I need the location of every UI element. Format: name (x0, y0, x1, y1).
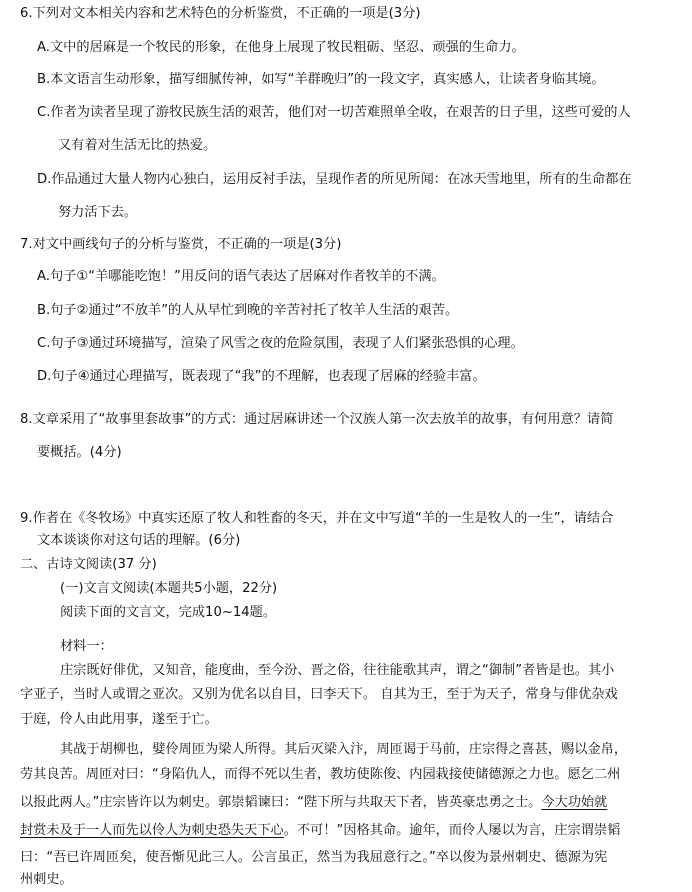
q8-line2: 要概括。(4分) (37, 445, 122, 460)
underlined-sentence-start: 今大功始就 (541, 795, 608, 810)
passage-line-5: 劳其良苦。周匝对曰：“身陷仇人，而得不死以生者，教坊使陈俊、内园栽接使储德源之力也。愿乞二州 (20, 767, 621, 782)
q6-option-a: A.文中的居麻是一个牧民的形象，在他身上展现了牧民粗砺、坚忍、顽强的生命力。 (37, 40, 525, 55)
subsection-title: (一)文言文阅读(本题共5小题，22分) (60, 581, 278, 596)
material-label: 材料一： (60, 639, 113, 654)
passage-line-7 (20, 821, 620, 841)
section-title: 二、古诗文阅读(37 分) (20, 557, 157, 572)
passage-line-2: 字亚子，当时人或谓之亚次。又别为优名以自目，曰李天下。 自其为王，至于为天子，常身与俳优杂戏 (20, 687, 618, 702)
passage-line-4: 其战于胡柳也，嬖伶周匝为梁人所得。其后灭梁入汴，周匝谒于马前，庄宗得之喜甚，赐以金帛， (60, 742, 628, 757)
q7-option-c: C.句子③通过环境描写，渲染了风雪之夜的危险氛围，表现了人们紧张恐惧的心理。 (37, 336, 524, 351)
q6-option-c-line1: C.作者为读者呈现了游牧民族生活的艰苦，他们对一切苦难照单全收，在艰苦的日子里，这些可爱的人 (37, 105, 631, 120)
passage-line-1: 庄宗既好俳优，又知音，能度曲，至今汾、晋之俗，往往能歌其声，谓之“御制”者皆是也。其小 (60, 663, 615, 678)
passage-line-9: 州刺史。 (20, 872, 73, 887)
passage-line-6 (20, 793, 607, 813)
q6-option-d-line1: D.作品通过大量人物内心独白，运用反衬手法，呈现作者的所见所闻：在冰天雪地里，所有的生命都在 (37, 172, 632, 187)
q6-stem: 6.下列对文本相关内容和艺术特色的分析鉴赏，不正确的一项是(3分) (20, 6, 421, 21)
passage-line-8: 曰：“吾已许周匝矣，使吾惭见此三人。公言虽正，然当为我屈意行之。”卒以俊为景州刺史、德源为宪 (20, 850, 608, 865)
q7-option-d: D.句子④通过心理描写，既表现了“我”的不理解，也表现了居麻的经验丰富。 (37, 369, 486, 384)
q6-option-c-line2: 又有着对生活无比的热爱。 (58, 138, 217, 153)
underlined-sentence-end: 封赏未及于一人而先以伶人为刺史恐失天下心 (20, 823, 284, 838)
q7-option-b: B.句子②通过“不放羊”的人从早忙到晚的辛苦衬托了牧羊人生活的艰苦。 (37, 303, 459, 318)
q9-line1: 9.作者在《冬牧场》中真实还原了牧人和牲畜的冬天，并在文中写道“羊的一生是牧人的一生”，请结合 (20, 511, 614, 526)
passage-line-7-text: 。不可！”因格其命。逾年，而伶人屡以为言，庄宗谓崇韬 (283, 823, 621, 838)
q8-line1: 8.文章采用了“故事里套故事”的方式：通过居麻讲述一个汉族人第一次去放羊的故事，有何用意？请简 (20, 412, 614, 427)
q6-option-b: B.本文语言生动形象，描写细腻传神，如写“羊群晚归”的一段文字，真实感人，让读者身临其境。 (37, 72, 605, 87)
passage-line-3: 于庭，伶人由此用事，遂至于亡。 (20, 712, 218, 727)
q6-option-d-line2: 努力活下去。 (58, 205, 138, 220)
instruction: 阅读下面的文言文，完成10~14题。 (60, 605, 277, 620)
passage-line-6-text: 以报此两人。”庄宗皆许以为刺史。郭崇韬谏曰：“陛下所与共取天下者，皆英豪忠勇之士。 (20, 795, 542, 810)
q7-stem: 7.对文中画线句子的分析与鉴赏，不正确的一项是(3分) (20, 237, 342, 252)
q9-line2: 文本谈谈你对这句话的理解。(6分) (37, 533, 241, 548)
q7-option-a: A.句子①“羊哪能吃饱！”用反问的语气表达了居麻对作者牧羊的不满。 (37, 269, 445, 284)
